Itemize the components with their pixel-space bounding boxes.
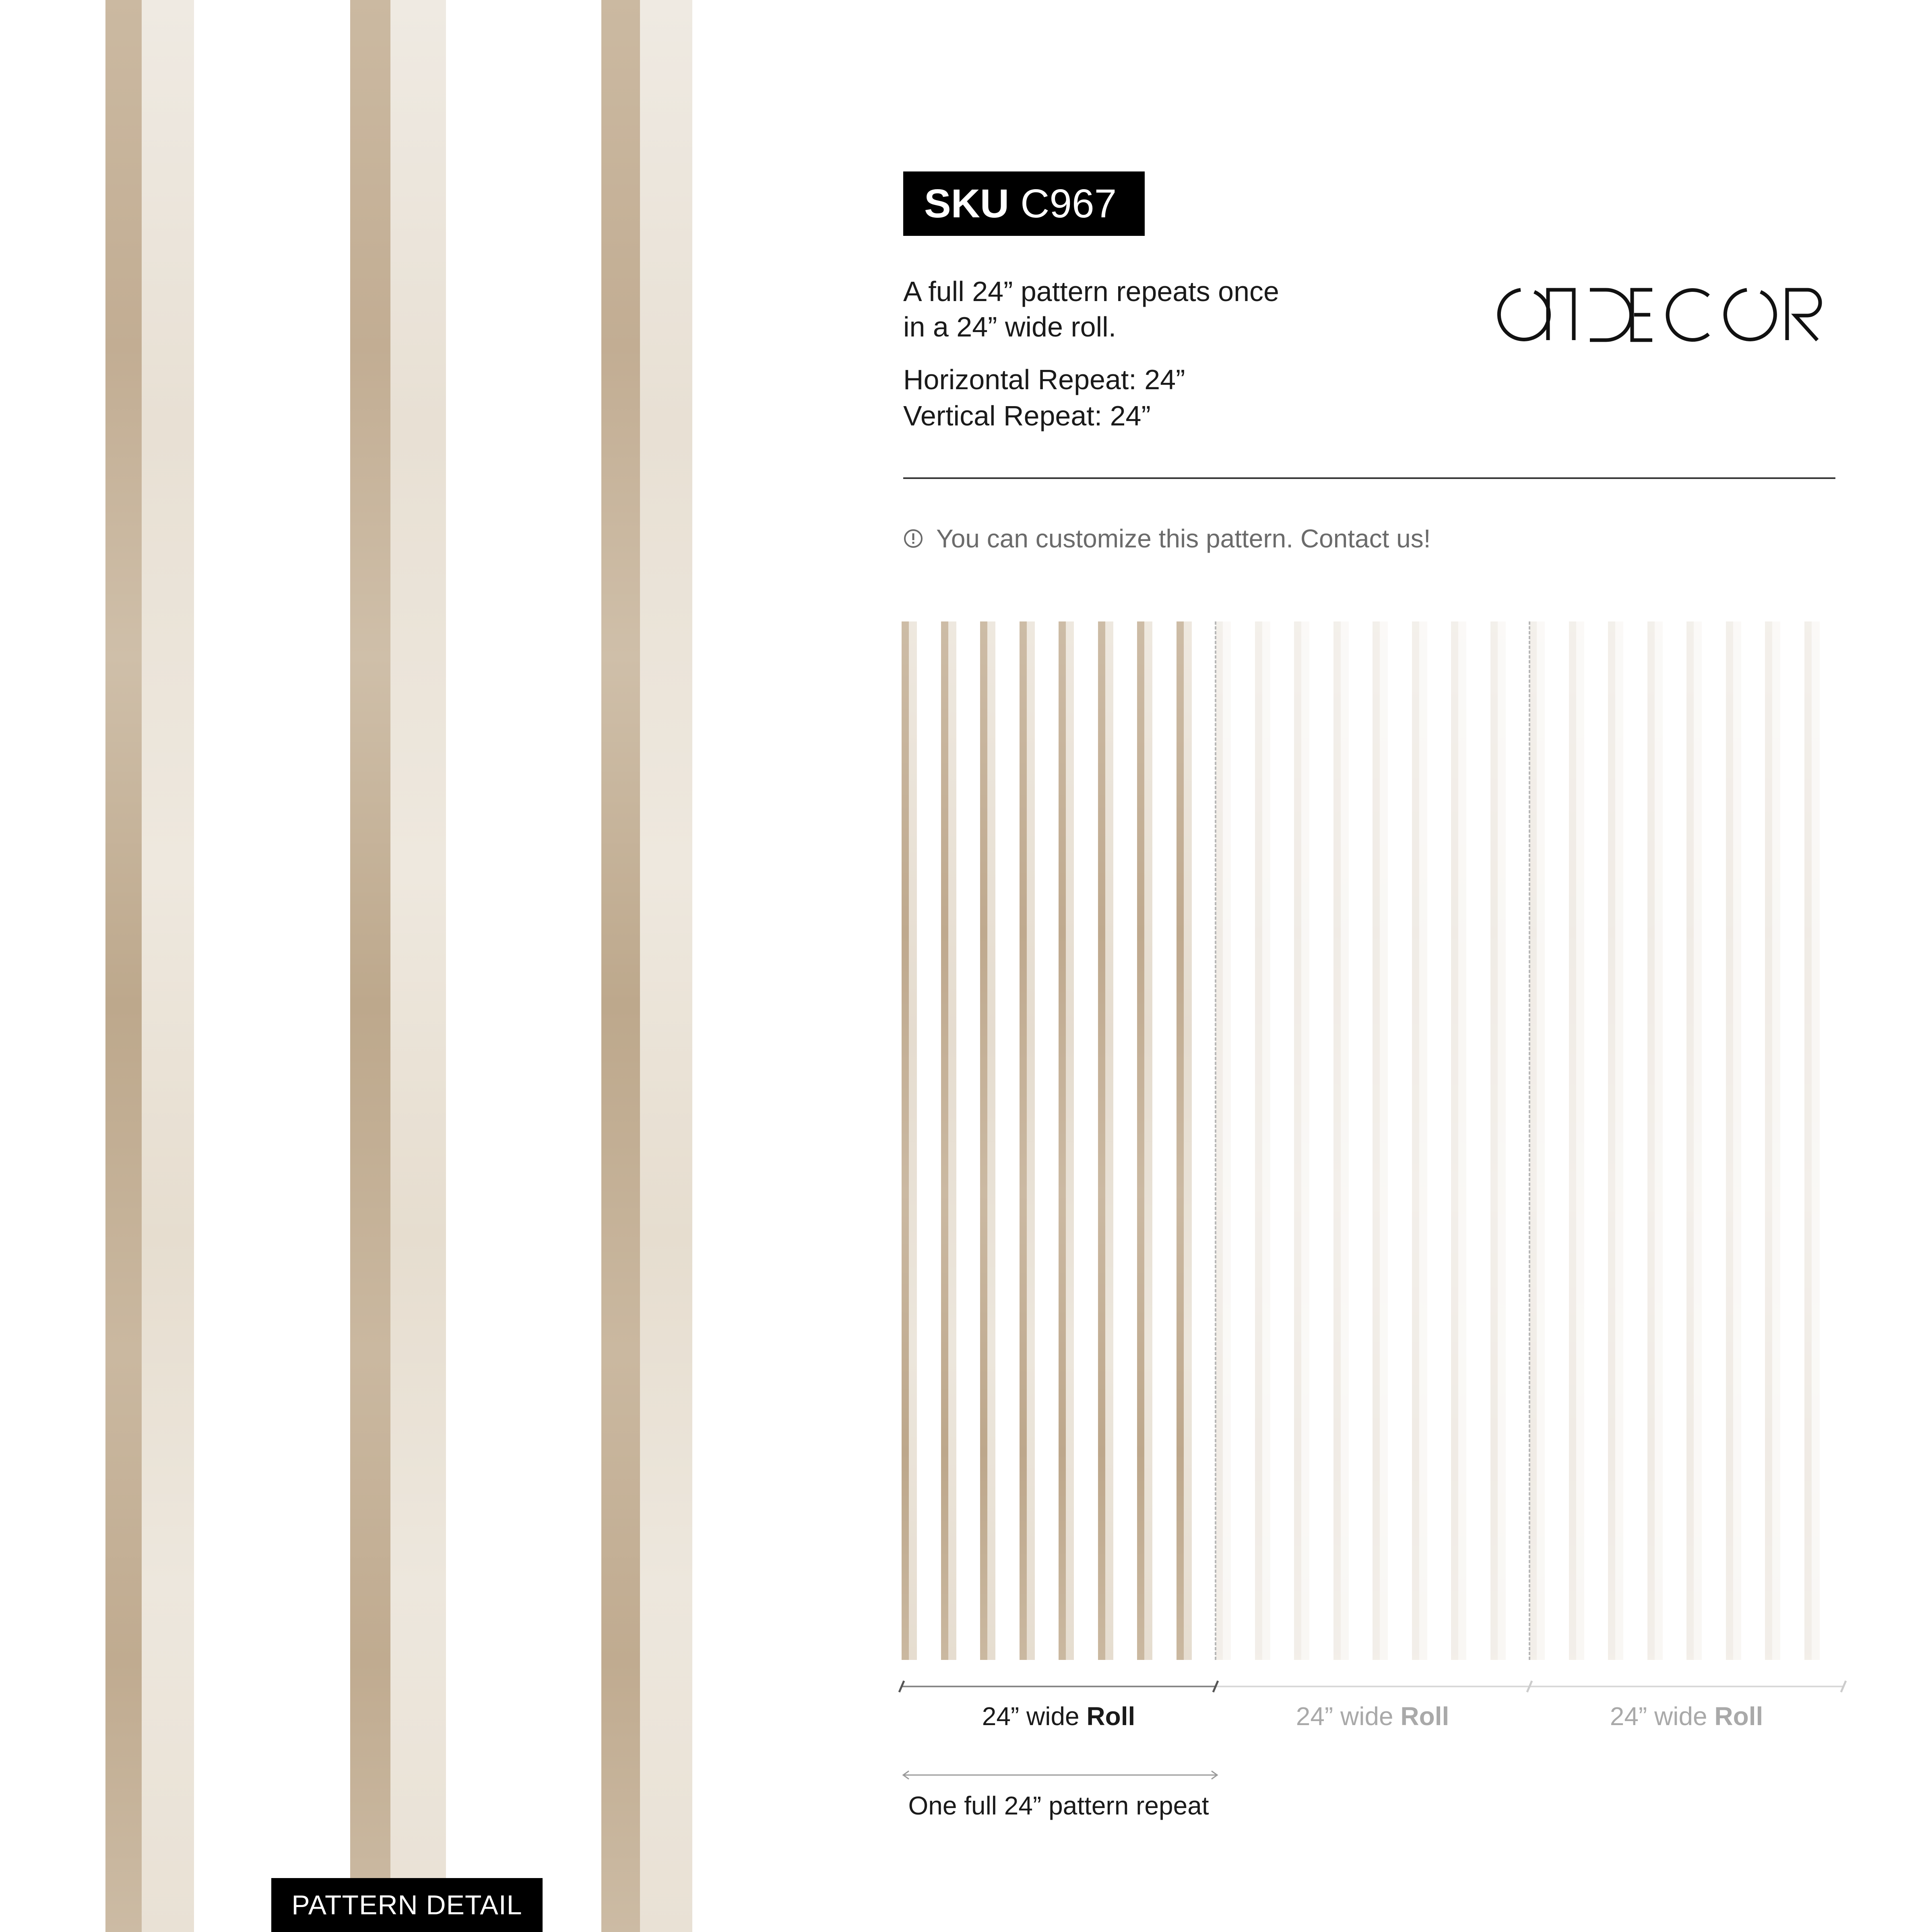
roll-unit-text: Roll — [1714, 1702, 1763, 1731]
mini-stripe — [1098, 621, 1114, 1660]
customize-text: You can customize this pattern. Contact us! — [936, 524, 1431, 553]
repeat-caption: One full 24” pattern repeat — [908, 1791, 1209, 1820]
roll-width-text: 24” wide — [1296, 1702, 1393, 1731]
repeat-specs — [903, 361, 1406, 434]
roll-width-label — [1530, 1700, 1843, 1732]
mini-stripe — [1608, 621, 1624, 1660]
roll-unit-text: Roll — [1086, 1702, 1135, 1731]
mini-stripe — [1726, 621, 1742, 1660]
mini-stripe — [1804, 621, 1821, 1660]
stripe-light — [390, 0, 446, 1932]
mini-stripe — [1530, 621, 1546, 1660]
description-line-1: A full 24” pattern repeats once — [903, 276, 1279, 307]
roll-separator — [1215, 621, 1216, 1660]
pattern-detail-label: PATTERN DETAIL — [271, 1878, 543, 1932]
ondecor-logo-icon — [1489, 274, 1839, 350]
divider — [903, 477, 1835, 479]
mini-stripe — [1333, 621, 1350, 1660]
roll-width-label — [902, 1700, 1216, 1732]
mini-stripe — [1451, 621, 1467, 1660]
mini-stripe — [1216, 621, 1232, 1660]
mini-stripe — [1373, 621, 1389, 1660]
roll-width-label — [1216, 1700, 1530, 1732]
vertical-repeat: Vertical Repeat: 24” — [903, 400, 1151, 431]
roll-faded — [1530, 621, 1843, 1660]
mini-stripe — [980, 621, 996, 1660]
sku-badge — [903, 171, 1145, 236]
mini-stripe — [1177, 621, 1193, 1660]
sku-code: C967 — [1020, 181, 1117, 226]
stripe-dark — [601, 0, 640, 1932]
roll-active — [902, 621, 1216, 1660]
roll-width-text: 24” wide — [982, 1702, 1080, 1731]
mini-stripe — [941, 621, 957, 1660]
stripe-dark — [350, 0, 390, 1932]
repeat-dimension-line — [900, 1767, 1222, 1783]
roll-unit-text: Roll — [1400, 1702, 1449, 1731]
mini-stripe — [1686, 621, 1703, 1660]
roll-width-text: 24” wide — [1610, 1702, 1707, 1731]
mini-stripe — [1412, 621, 1428, 1660]
stripe-dark — [105, 0, 142, 1932]
roll-faded — [1216, 621, 1530, 1660]
mini-stripe — [1059, 621, 1075, 1660]
horizontal-repeat: Horizontal Repeat: 24” — [903, 364, 1185, 395]
mini-stripe — [1569, 621, 1585, 1660]
mini-stripe — [1765, 621, 1781, 1660]
repeat-description — [903, 274, 1406, 345]
info-icon — [903, 528, 923, 549]
description-line-2: in a 24” wide roll. — [903, 311, 1117, 343]
mini-stripe — [1255, 621, 1271, 1660]
brand-logo — [1489, 274, 1839, 350]
stripe-light — [640, 0, 692, 1932]
mini-stripe — [1490, 621, 1507, 1660]
customize-note[interactable] — [903, 522, 1431, 555]
mini-stripe — [1020, 621, 1036, 1660]
mini-stripe — [1294, 621, 1310, 1660]
mini-stripe — [1137, 621, 1153, 1660]
mini-stripe — [1647, 621, 1664, 1660]
stripe-light — [142, 0, 194, 1932]
roll-separator — [1529, 621, 1530, 1660]
sku-prefix: SKU — [924, 181, 1009, 226]
mini-stripe — [902, 621, 918, 1660]
